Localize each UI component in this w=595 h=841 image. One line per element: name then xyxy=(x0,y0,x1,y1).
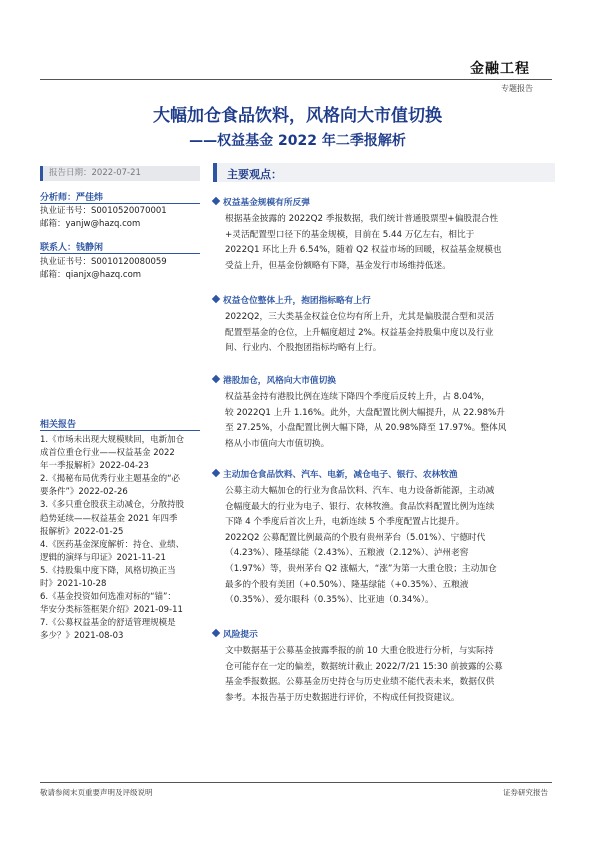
paragraph-line: 受益上升，但基金份额略有下降，基金发行市场维持低迷。 xyxy=(225,260,451,271)
report-type: 专题报告 xyxy=(501,84,533,93)
contact-divider xyxy=(40,253,200,254)
paragraph-line: 仓幅度最大的行业为电子、银行、农林牧渔。食品饮料配置比例为连续 xyxy=(225,501,495,512)
paragraph-line: 基金季报数据。公募基金历史持仓与历史业绩不能代表未来，数据仅供 xyxy=(225,677,495,688)
block-heading xyxy=(213,294,371,306)
paragraph-line: 根据基金披露的 2022Q2 季报数据，我们统计普通股票型+偏股混合性 xyxy=(225,214,499,224)
block-heading-text: 权益仓位整体上升，抱团指标略有上行 xyxy=(223,296,371,306)
related-report-line[interactable]: 报解析》2022-01-25 xyxy=(40,526,124,537)
diamond-bullet-icon xyxy=(212,295,220,303)
contact-label: 联系人：钱静闲 xyxy=(40,243,104,253)
paragraph-line: 仓可能存在一定的偏差，数据统计截止 2022/7/21 15:30 前披露的公募 xyxy=(225,661,503,672)
report-date: 报告日期：2022-07-21 xyxy=(40,166,200,181)
block-paragraph xyxy=(225,310,555,357)
paragraph-line: 公募主动大幅加仓的行业为食品饮料、汽车、电力设备新能源，主动减 xyxy=(225,486,495,496)
block-paragraph xyxy=(225,390,555,452)
block-heading xyxy=(213,468,458,480)
related-report-line[interactable]: 1.《市场未出现大规模赎回，电新加仓 xyxy=(40,435,185,445)
related-report-line[interactable]: 5.《持股集中度下降，风格切换正当 xyxy=(40,565,176,576)
report-title: 大幅加仓食品饮料，风格向大市值切换 xyxy=(153,106,442,126)
paragraph-line: 2022Q2，三大类基金权益仓位均有所上升，尤其是偏股混合型和灵活 xyxy=(225,312,495,322)
main-points-bar xyxy=(213,163,555,182)
footer-divider xyxy=(40,782,552,783)
diamond-bullet-icon xyxy=(212,375,220,383)
contact-email: 邮箱：qianjx@hazq.com xyxy=(40,270,142,280)
related-reports-title: 相关报告 xyxy=(40,420,77,430)
paragraph-line: 较 2022Q1 上升 1.16%。此外，大盘配置比例大幅提升，从 22.98%升 xyxy=(225,407,505,418)
paragraph-line: 2022Q2 公募配置比例最高的个股有贵州茅台（5.01%）、宁德时代 xyxy=(225,532,486,543)
main-points-title: 主要观点： xyxy=(227,168,282,181)
related-report-line[interactable]: 4.《医药基金深度解析：持仓、业绩、 xyxy=(40,539,185,550)
block-heading-text: 权益基金规模有所反弹 xyxy=(223,198,310,208)
paragraph-line: 格从小市值向大市值切换。 xyxy=(225,438,330,449)
related-reports-list xyxy=(40,434,210,644)
related-report-line[interactable]: 趋势延续——权益基金 2021 年四季 xyxy=(40,513,178,524)
related-divider xyxy=(40,430,200,431)
contact-cert: 执业证书号：S0010120080059 xyxy=(40,257,167,267)
block-heading xyxy=(213,628,258,640)
block-heading xyxy=(213,374,336,386)
paragraph-line: +灵活配置型口径下的基金规模，目前在 5.44 万亿左右，相比于 xyxy=(225,229,475,240)
related-report-line[interactable]: 时》2021-10-28 xyxy=(40,579,107,590)
analyst-divider xyxy=(40,203,200,204)
analyst-label: 分析师：严佳炜 xyxy=(40,193,104,203)
paragraph-line: 下降 4 个季度后首次上升，电新连续 5 个季度配置占比提升。 xyxy=(225,517,465,528)
paragraph-line: 文中数据基于公募基金披露季报的前 10 大重仓股进行分析，与实际持 xyxy=(225,646,494,656)
related-report-line[interactable]: 7.《公募权益基金的舒适管理规模是 xyxy=(40,618,176,629)
related-report-line[interactable]: 年一季报解析》2022-04-23 xyxy=(40,461,149,472)
paragraph-line: 至 27.25%，小盘配置比例大幅下降，从 20.98%降至 17.97%。整体风 xyxy=(225,423,507,434)
related-report-line[interactable]: 2.《揭秘布局优秀行业主题基金的“必 xyxy=(40,474,181,485)
paragraph-line: 间、行业内、个股抱团指标均略有上行。 xyxy=(225,343,382,354)
related-report-line[interactable]: 要条件”》2022-02-26 xyxy=(40,487,128,498)
diamond-bullet-icon xyxy=(212,629,220,637)
related-report-line[interactable]: 成首位重仓行业——权益基金 2022 xyxy=(40,448,175,459)
paragraph-line: （1.97%）等，贵州茅台 Q2 涨幅大，“涨”为第一大重仓股；主动加仓 xyxy=(225,563,497,574)
related-report-line[interactable]: 逻辑的演绎与印证》2021-11-21 xyxy=(40,552,166,563)
footer-disclaimer: 敬请参阅末页重要声明及评级说明 xyxy=(40,788,153,797)
block-paragraph xyxy=(225,644,555,706)
related-report-line[interactable]: 多少？》2021-08-03 xyxy=(40,631,124,642)
related-report-line[interactable]: 华安分类标签框架介绍》2021-09-11 xyxy=(40,605,183,616)
brand-label: 金融工程 xyxy=(470,61,530,77)
paragraph-line: 最多的个股有美团（+0.50%）、隆基绿能（+0.35%）、五粮液 xyxy=(225,579,469,590)
block-heading-text: 主动加仓食品饮料、汽车、电新，减仓电子、银行、农林牧渔 xyxy=(223,470,458,480)
paragraph-line: （0.35%）、爱尔眼科（0.35%）、比亚迪（0.34%）。 xyxy=(225,595,434,606)
report-subtitle: ——权益基金 2022 年二季报解析 xyxy=(189,133,406,149)
block-paragraph xyxy=(225,212,555,274)
footer-label: 证券研究报告 xyxy=(503,788,548,797)
paragraph-line: 2022Q1 环比上升 6.54%，随着 Q2 权益市场的回暖，权益基金规模也 xyxy=(225,245,502,256)
header-divider xyxy=(40,79,552,80)
paragraph-line: （4.23%）、隆基绿能（2.43%）、五粮液（2.12%）、泸州老窖 xyxy=(225,548,469,559)
related-report-line[interactable]: 3.《多只重仓股获主动减仓，分散持股 xyxy=(40,500,185,511)
paragraph-line: 配置型基金的仓位，上升幅度超过 2%。权益基金持股集中度以及行业 xyxy=(225,327,494,338)
block-heading-text: 风险提示 xyxy=(223,630,258,640)
analyst-cert: 执业证书号：S0010520070001 xyxy=(40,206,167,216)
paragraph-line: 参考。本报告基于历史数据进行评价，不构成任何投资建议。 xyxy=(225,692,460,703)
diamond-bullet-icon xyxy=(212,197,220,205)
block-paragraph xyxy=(225,484,555,609)
analyst-email: 邮箱：yanjw@hazq.com xyxy=(40,219,141,229)
paragraph-line: 权益基金持有港股比例在连续下降四个季度后反转上升，占 8.04%， xyxy=(225,392,490,402)
block-heading xyxy=(213,196,310,208)
diamond-bullet-icon xyxy=(212,469,220,477)
block-heading-text: 港股加仓，风格向大市值切换 xyxy=(223,376,336,386)
related-report-line[interactable]: 6.《基金投资如何选准对标的“锚”： xyxy=(40,592,176,603)
